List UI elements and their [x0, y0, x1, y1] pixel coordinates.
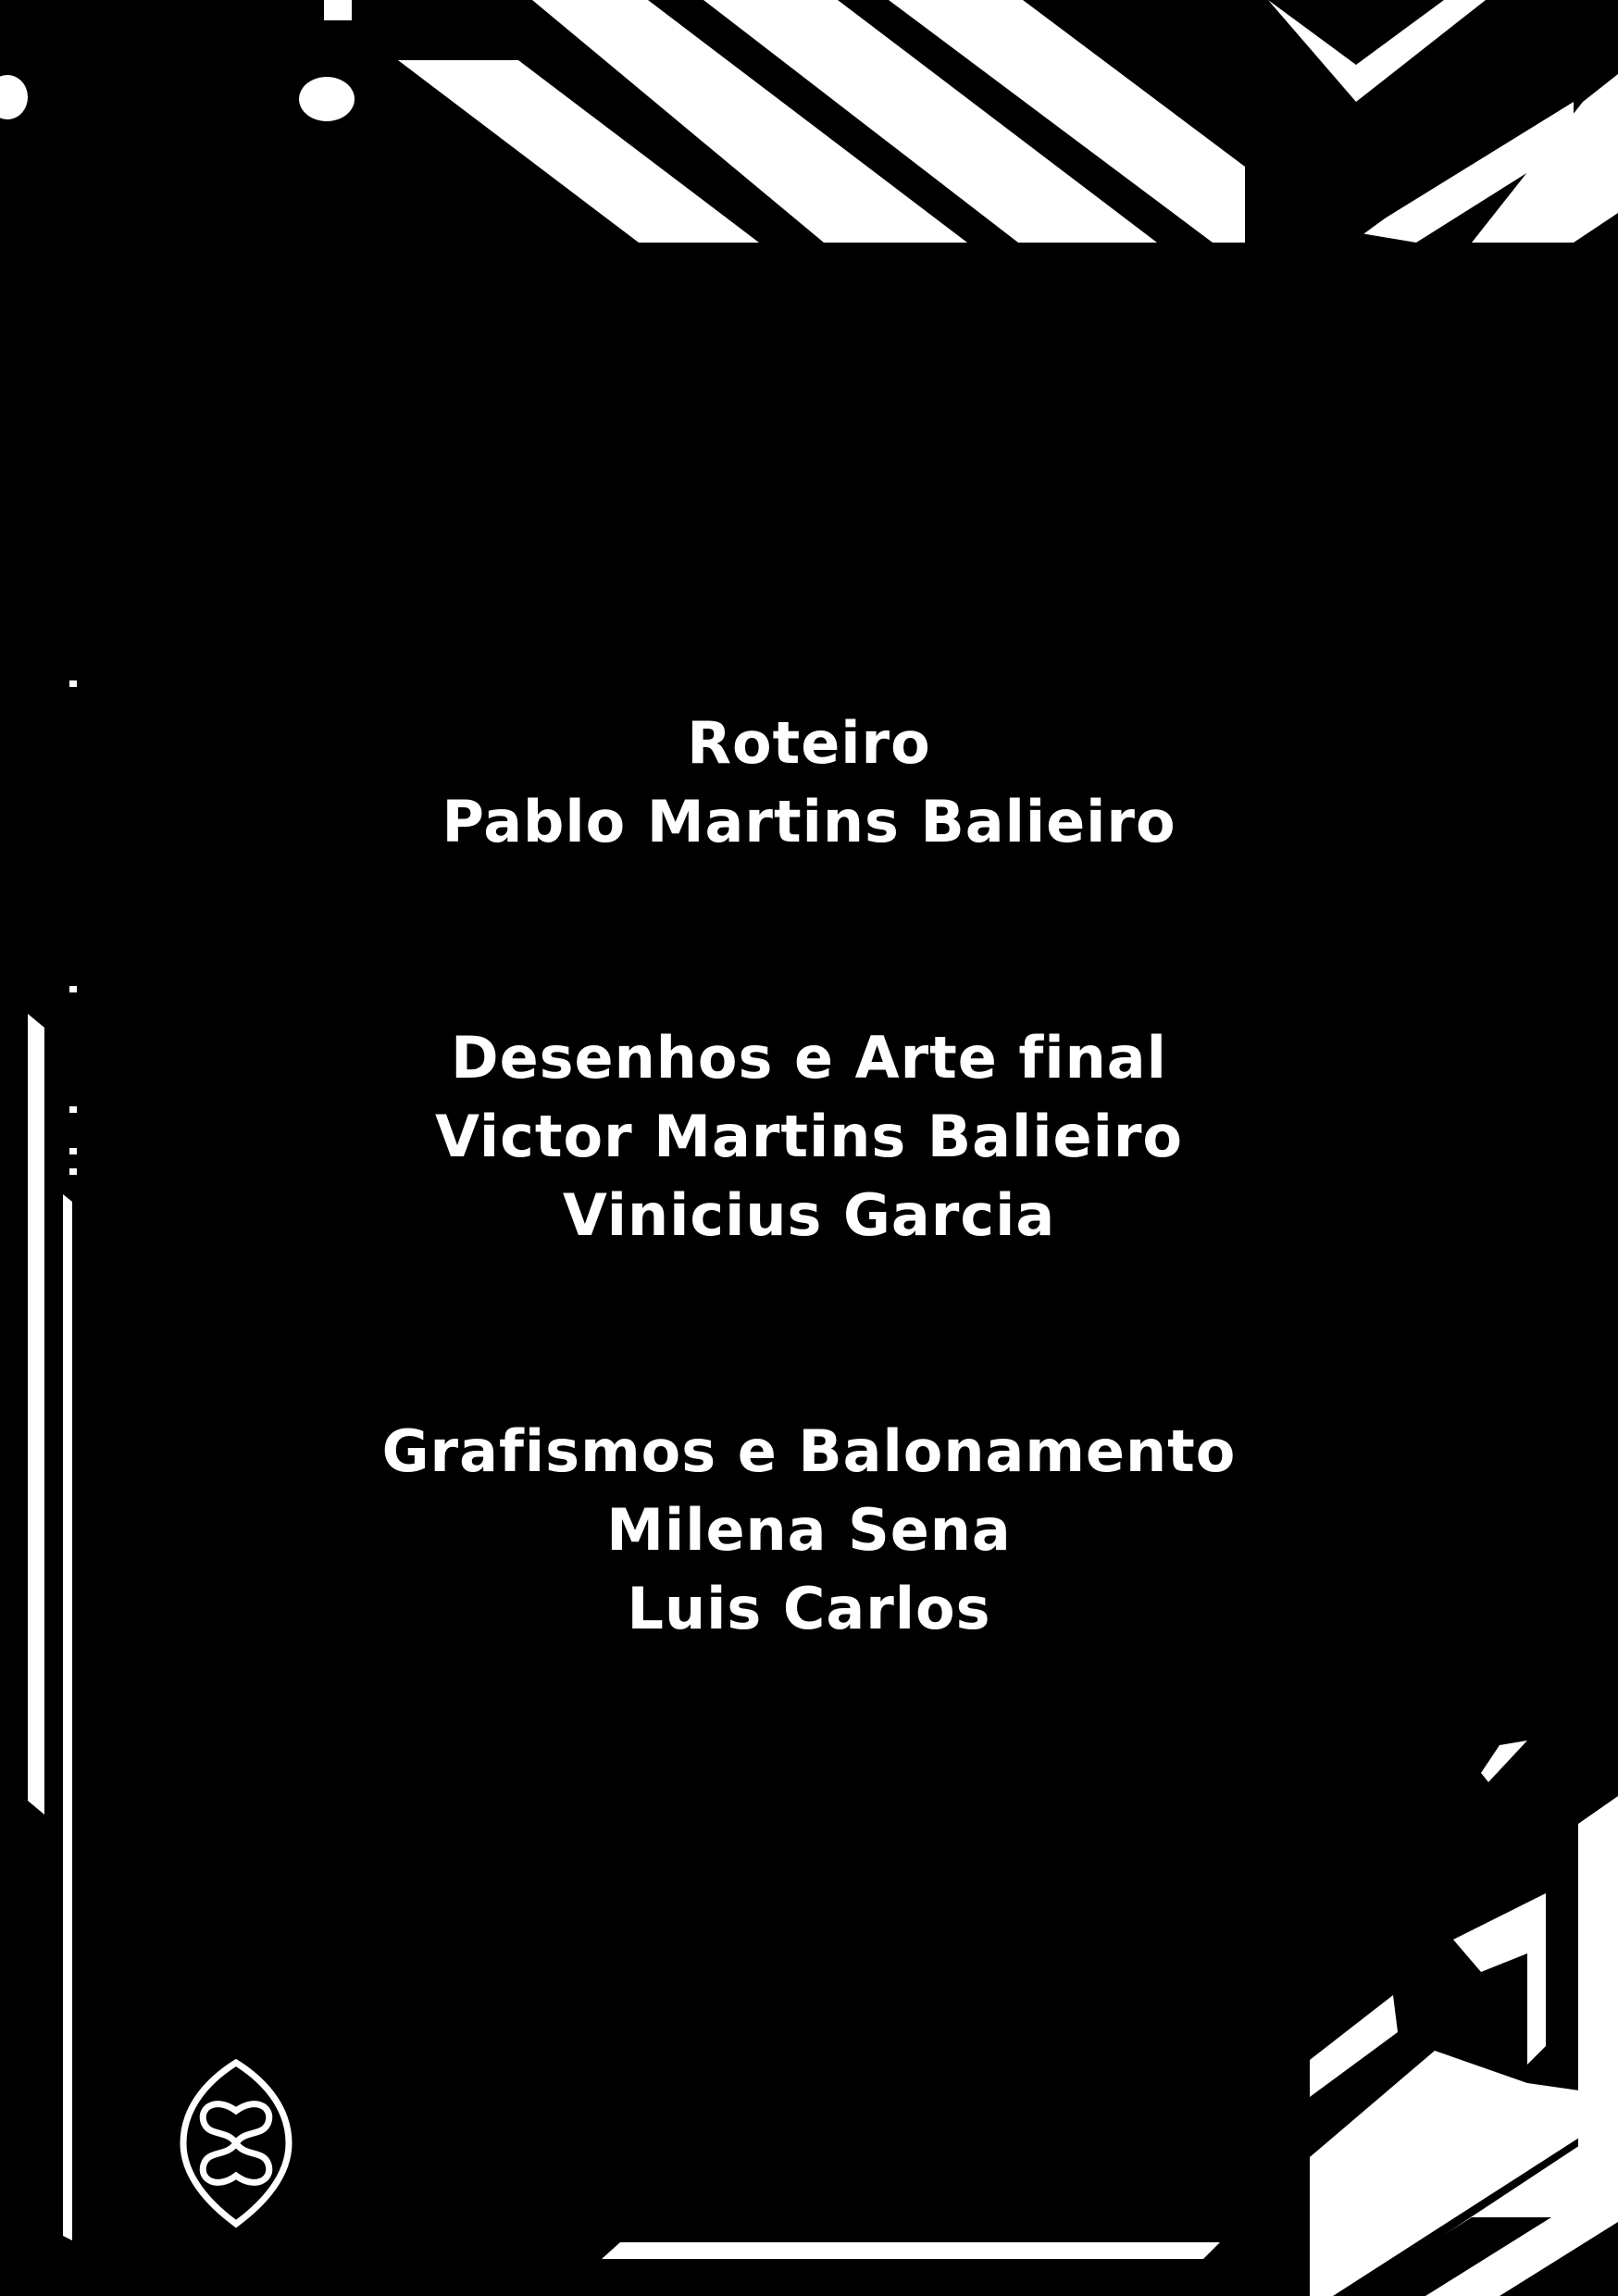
bottom-right-geometry [602, 1741, 1618, 2296]
credit-name: Victor Martins Balieiro [435, 1103, 1183, 1170]
heart-knot-emblem-icon [176, 2055, 296, 2231]
credit-name: Luis Carlos [627, 1575, 991, 1642]
credit-block-grafismos [0, 1412, 1618, 1648]
top-stripes [324, 0, 1618, 243]
credit-block-roteiro [0, 704, 1618, 861]
credit-role: Desenhos e Arte final [451, 1024, 1167, 1092]
credit-name: Vinicius Garcia [562, 1181, 1056, 1249]
top-dot-center [299, 77, 355, 121]
top-dot-left [0, 75, 28, 119]
credit-name: Pablo Martins Balieiro [442, 788, 1176, 855]
credit-block-desenhos [0, 1018, 1618, 1254]
credit-role: Grafismos e Balonamento [381, 1417, 1237, 1485]
credit-name: Milena Sena [606, 1496, 1012, 1564]
credit-role: Roteiro [687, 709, 931, 777]
